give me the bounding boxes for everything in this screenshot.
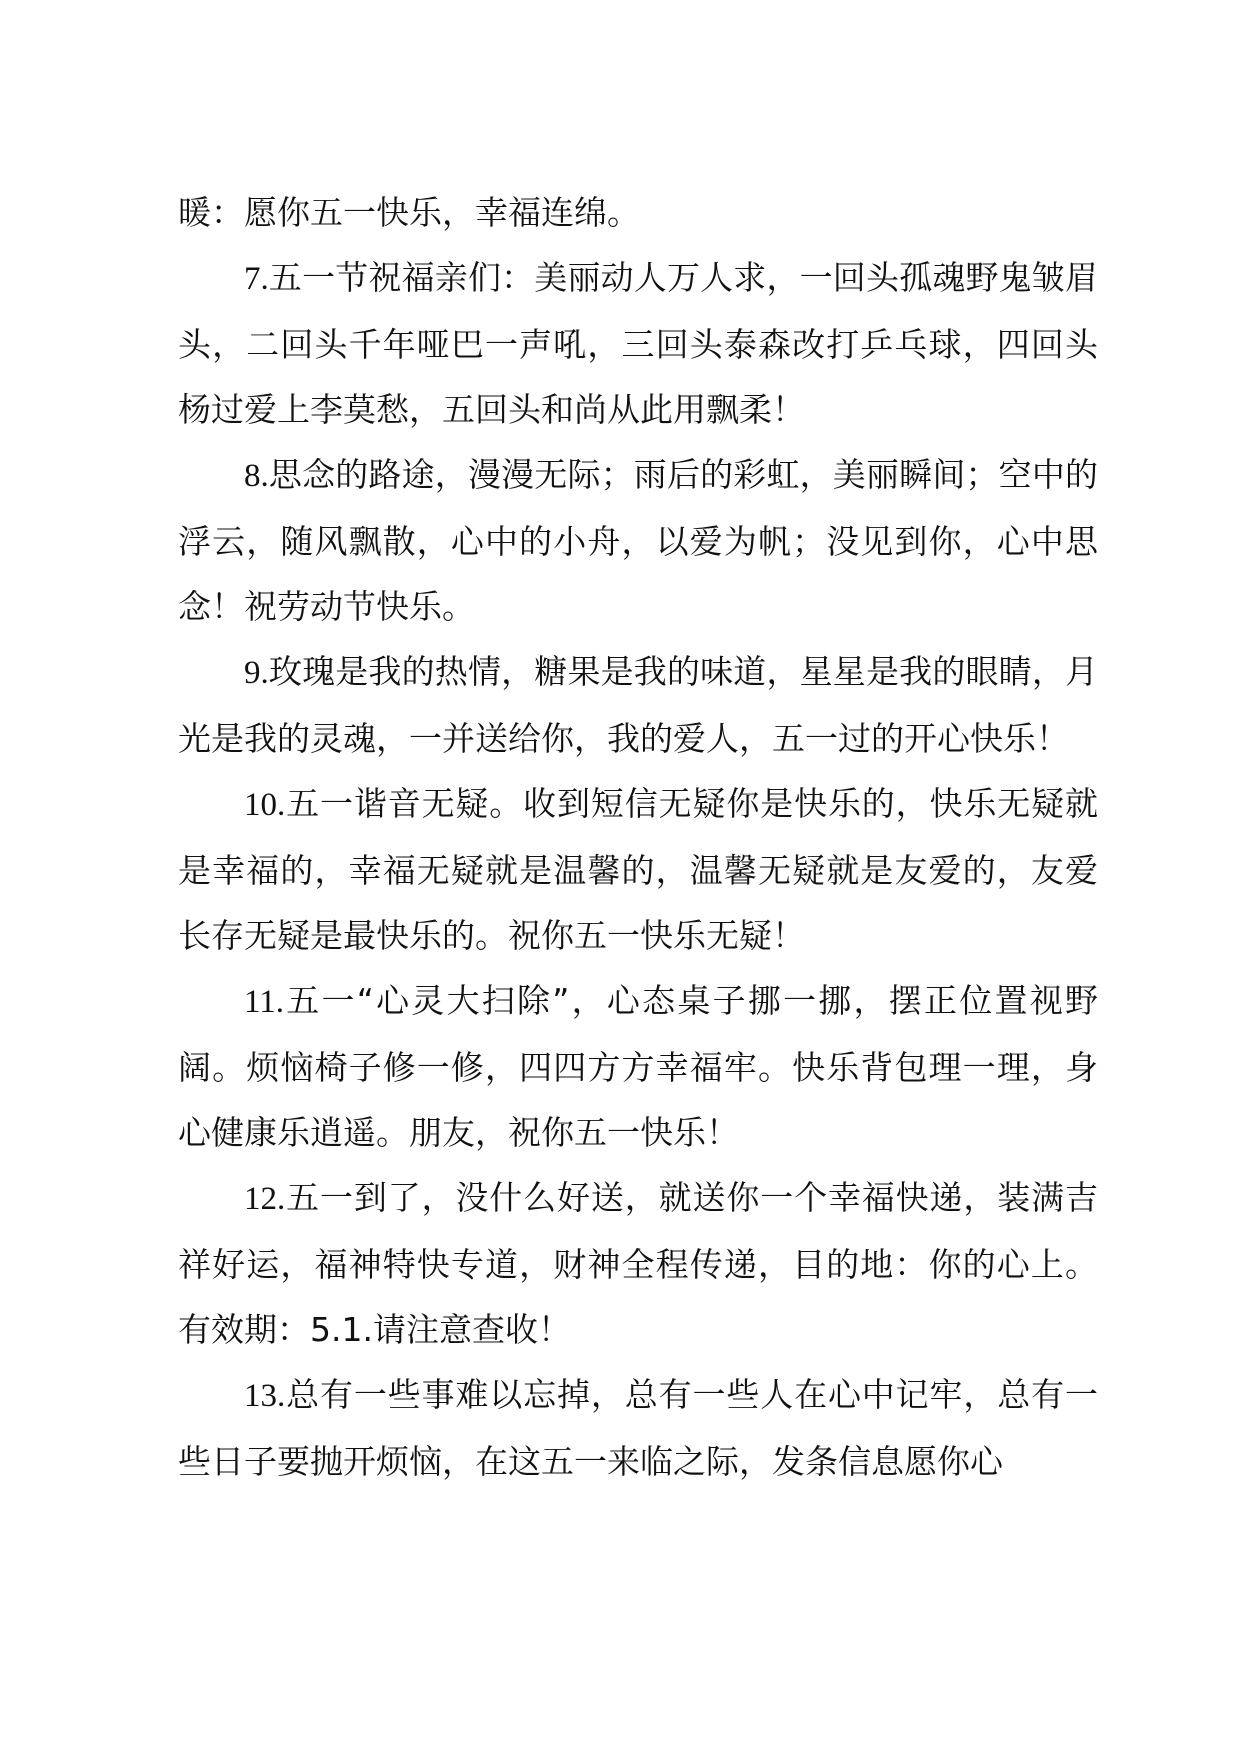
paragraph-number: 13.	[244, 1378, 286, 1414]
paragraph-8	[178, 442, 1098, 639]
paragraph-10	[178, 771, 1098, 968]
paragraph-number: 7.	[244, 261, 269, 297]
paragraph-11	[178, 968, 1098, 1165]
paragraph-text: 暖：愿你五一快乐，幸福连绵。	[178, 193, 640, 232]
paragraph-12	[178, 1165, 1098, 1362]
paragraph-number: 12.	[244, 1181, 286, 1217]
paragraph-number: 11.	[244, 984, 285, 1020]
paragraph-text: 五一节祝福亲们：美丽动人万人求，一回头孤魂野鬼皱眉头，二回头千年哑巴一声吼，三回头泰森改打乒乓球，四回头杨过爱上李莫愁，五回头和尚从此用飘柔！	[178, 258, 1098, 429]
paragraph-number: 10.	[244, 787, 286, 823]
paragraph-text: 玫瑰是我的热情，糖果是我的味道，星星是我的眼睛，月光是我的灵魂，一并送给你，我的爱人，五一过的开心快乐！	[178, 652, 1098, 758]
paragraph-text: 总有一些事难以忘掉，总有一些人在心中记牢，总有一些日子要抛开烦恼，在这五一来临之际，发条信息愿你心	[178, 1375, 1098, 1481]
paragraph-text: 思念的路途，漫漫无际；雨后的彩虹，美丽瞬间；空中的浮云，随风飘散，心中的小舟，以爱为帆；没见到你，心中思念！祝劳动节快乐。	[178, 455, 1098, 626]
document-body	[178, 180, 1098, 1494]
paragraph-continuation	[178, 180, 1098, 245]
paragraph-7	[178, 245, 1098, 442]
paragraph-9	[178, 639, 1098, 771]
paragraph-number: 8.	[244, 458, 269, 494]
paragraph-text: 五一谐音无疑。收到短信无疑你是快乐的，快乐无疑就是幸福的，幸福无疑就是温馨的，温馨无疑就是友爱的，友爱长存无疑是最快乐的。祝你五一快乐无疑！	[178, 784, 1098, 955]
paragraph-13	[178, 1362, 1098, 1494]
paragraph-number: 9.	[244, 655, 269, 691]
paragraph-text: 五一到了，没什么好送，就送你一个幸福快递，装满吉祥好运，福神特快专道，财神全程传递，目的地：你的心上。有效期：5.1.请注意查收！	[178, 1178, 1098, 1349]
paragraph-text: 五一“心灵大扫除”，心态桌子挪一挪，摆正位置视野阔。烦恼椅子修一修，四四方方幸福牢。快乐背包理一理，身心健康乐逍遥。朋友，祝你五一快乐！	[178, 981, 1098, 1152]
